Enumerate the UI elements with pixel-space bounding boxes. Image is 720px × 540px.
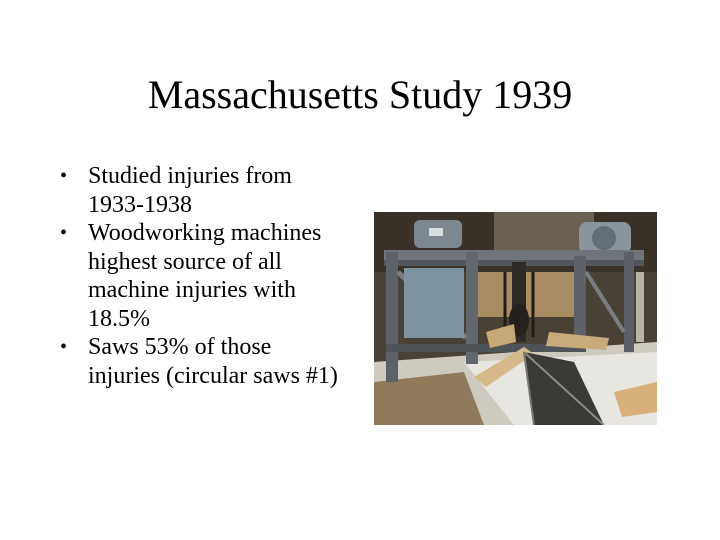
bullet-item bbox=[58, 333, 348, 390]
bullet-text: Studied injuries from 1933-1938 bbox=[88, 163, 292, 218]
bullet-list bbox=[58, 162, 348, 390]
bullet-text: Woodworking machines highest source of all machine injuries with 18.5% bbox=[88, 220, 322, 332]
bullet-text: Saws 53% of those injuries (circular saws #1) bbox=[88, 334, 338, 389]
slide-title: Massachusetts Study 1939 bbox=[147, 72, 573, 117]
bullet-marker: • bbox=[60, 165, 68, 187]
bullet-item bbox=[58, 219, 348, 333]
sawmill-machinery-photo bbox=[374, 212, 657, 425]
bullet-item bbox=[58, 162, 348, 219]
bullet-marker: • bbox=[60, 336, 68, 358]
sawmill-illustration bbox=[374, 212, 657, 425]
bullet-marker: • bbox=[60, 222, 68, 244]
